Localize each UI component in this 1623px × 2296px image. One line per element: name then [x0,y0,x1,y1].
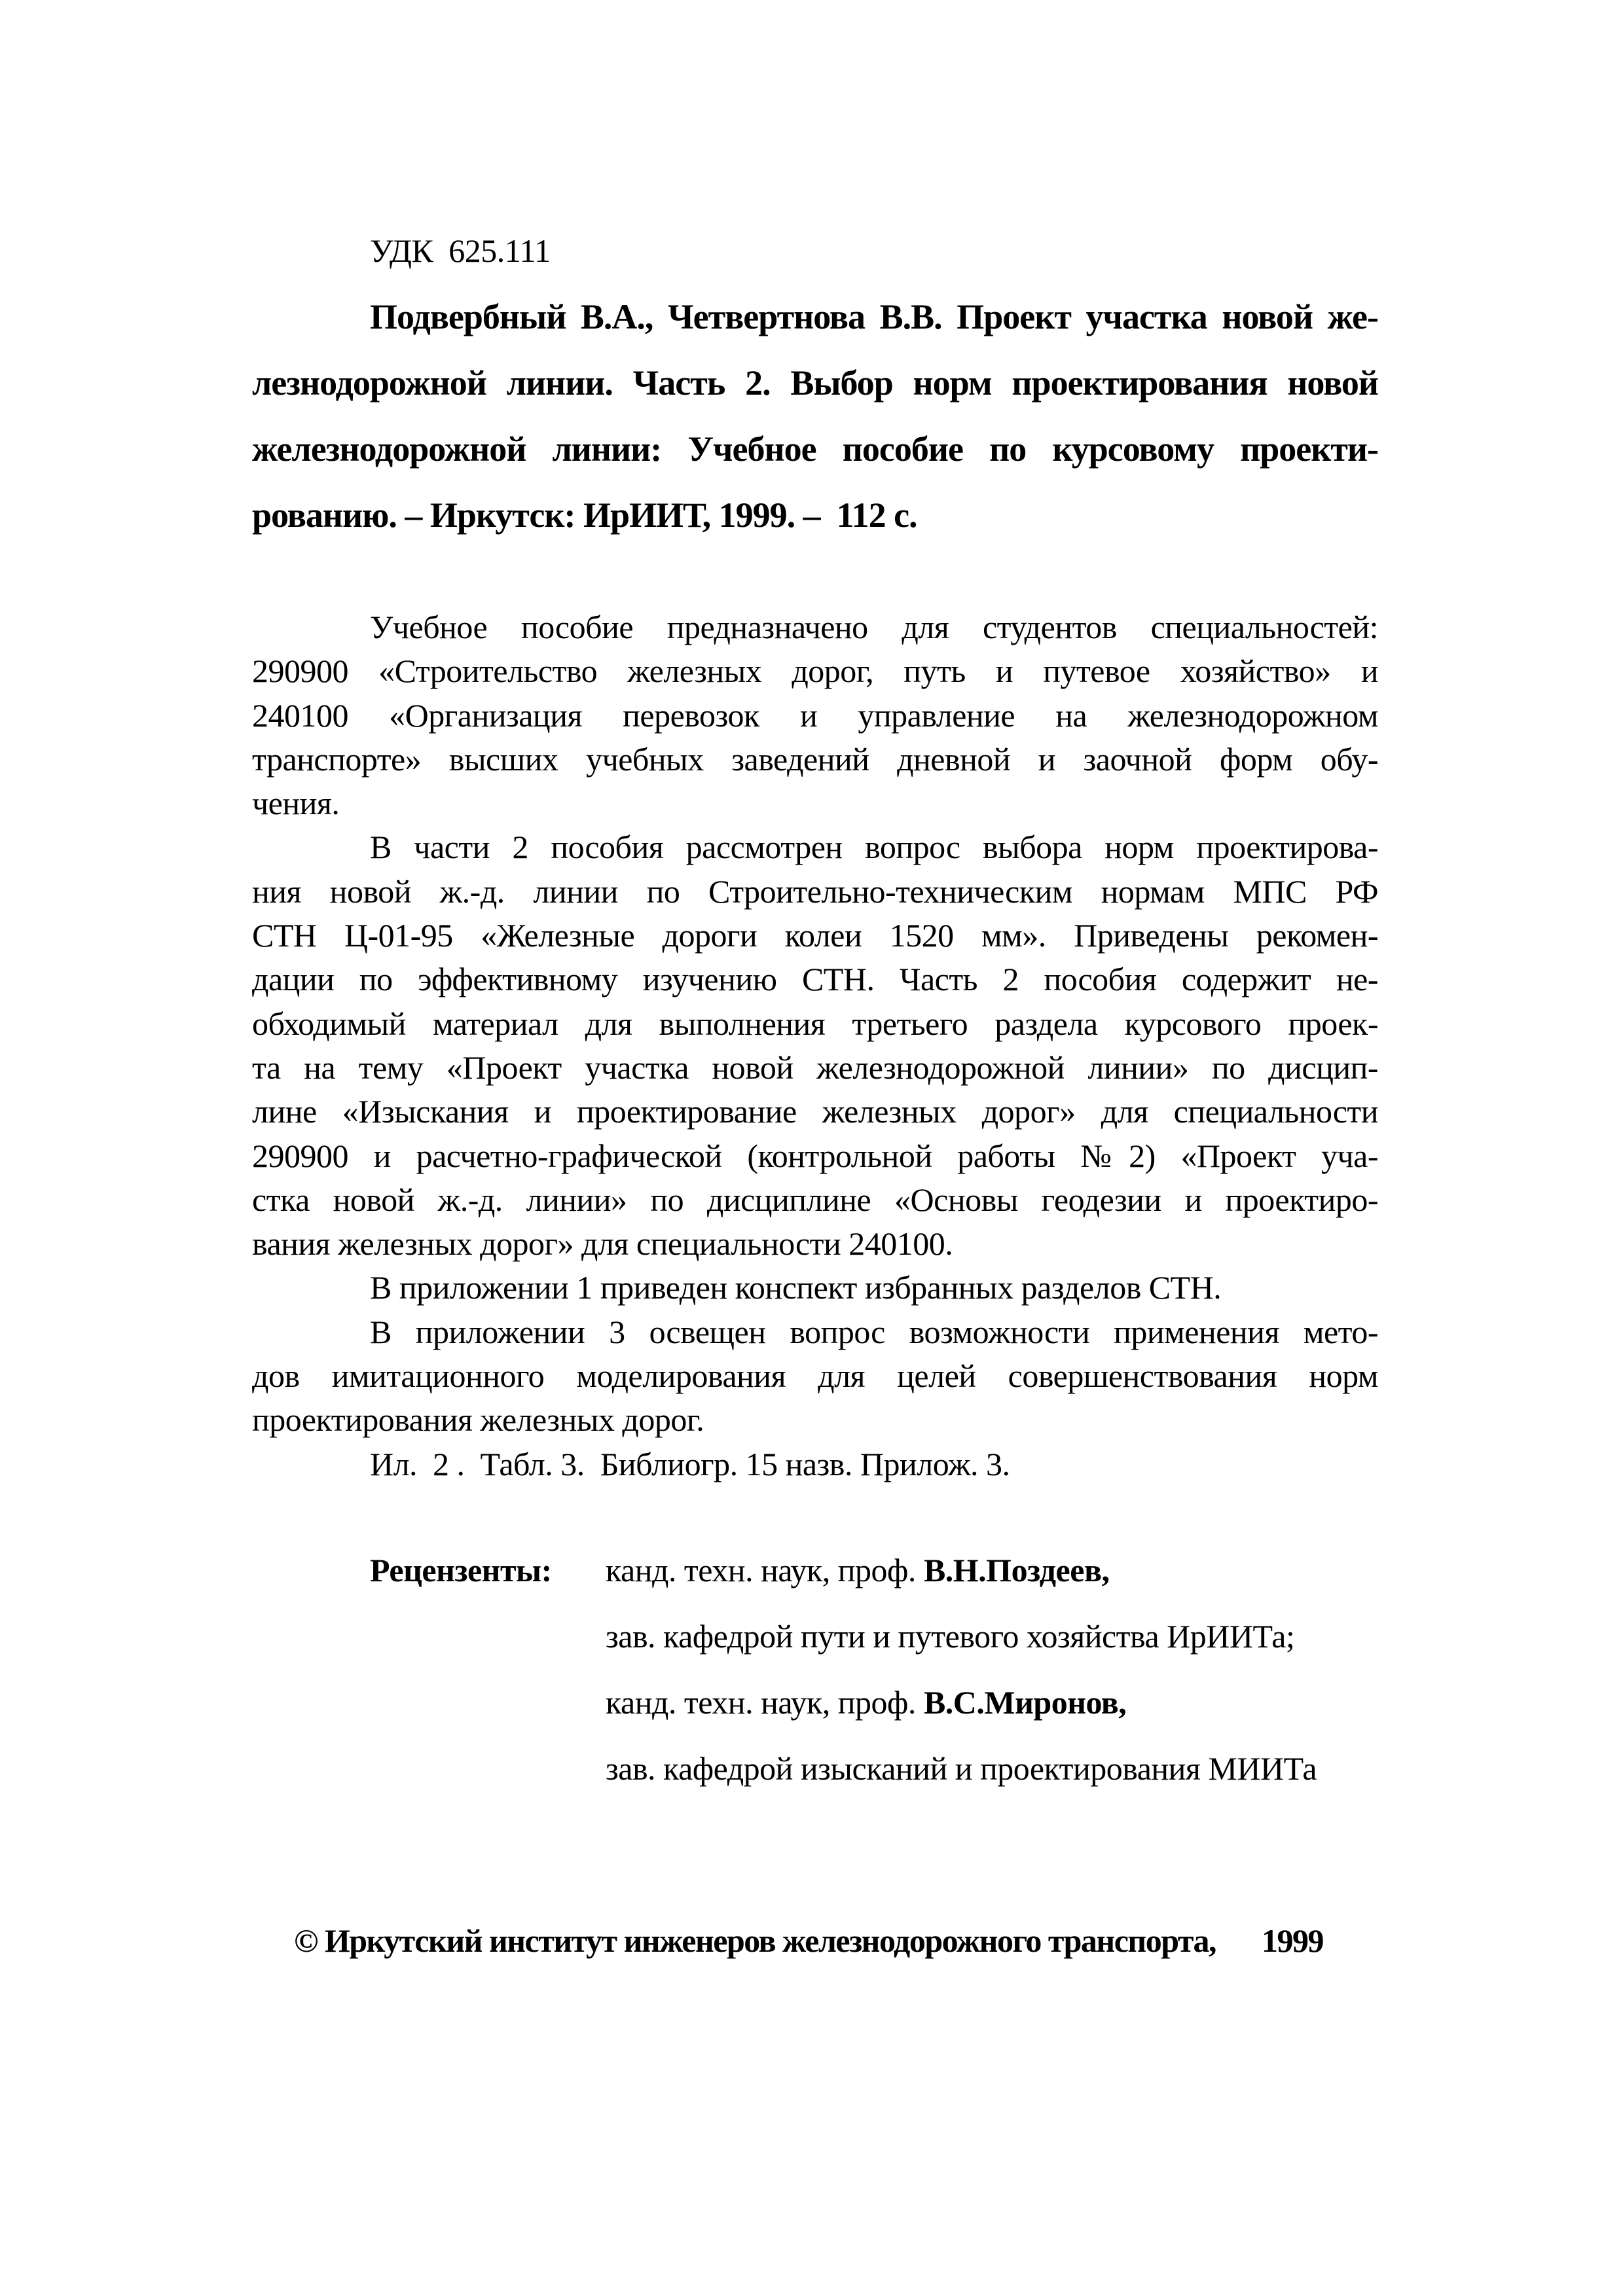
reviewer-row: зав. кафедрой пути и путевого хозяйства ИрИИТа; [606,1618,1295,1655]
annotation-line: дов имитационного моделирования для целей совершенствования норм [252,1357,1378,1395]
copyright-line [265,1875,1323,2007]
reviewer-name: В.Н.Поздеев, [923,1552,1110,1588]
title-line: железнодорожной линии: Учебное пособие по курсовому проекти- [252,429,1378,469]
reviewer-row [252,1670,1378,1736]
copyright-text: © Иркутский институт инженеров железнодорожного транспорта, [294,1922,1216,1959]
reviewers-section [252,1537,1378,1802]
reviewer-row: зав. кафедрой изысканий и проектирования МИИТа [606,1750,1317,1787]
annotation-text [252,605,1378,1486]
annotation-line: Учебное пособие предназначено для студентов специальностей: [370,609,1378,645]
annotation-line: та на тему «Проект участка новой железнодорожной линии» по дисцип- [252,1049,1378,1086]
annotation-line: В части 2 пособия рассмотрен вопрос выбора норм проектирова- [370,829,1378,866]
annotation-line: вания железных дорог» для специальности 240100. [252,1225,953,1263]
annotation-line: 290900 и расчетно-графической (контрольной работы №2) «Проект уча- [252,1137,1378,1174]
annotation-line: стка новой ж.-д. линии» по дисциплине «Основы геодезии и проектиро- [252,1181,1378,1218]
title-line: рованию. – Иркутск: ИрИИТ, 1999. – 112 с. [252,495,917,535]
annotation-line: 240100 «Организация перевозок и управление на железнодорожном [252,696,1378,734]
annotation-line: проектирования железных дорог. [252,1401,704,1439]
annotation-line: дации по эффективному изучению СТН. Часть 2 пособия содержит не- [252,961,1378,998]
annotation-line: В приложении 1 приведен конспект избранных разделов СТН. [370,1269,1222,1306]
reviewers-label: Рецензенты: [370,1552,552,1588]
title-line: Подвербный В.А., Четвертнова В.В. Проект участка новой же- [370,297,1378,336]
annotation-line: ния новой ж.-д. линии по Строительно-техническим нормам МПС РФ [252,872,1378,910]
reviewer-name: В.С.Миронов, [923,1684,1127,1721]
annotation-line: В приложении 3 освещен вопрос возможности применения мето- [370,1313,1378,1350]
annotation-line: лине «Изыскания и проектирование железных дорог» для специальности [252,1093,1378,1130]
copyright-year: 1999 [1262,1922,1324,1959]
statistics-line: Ил. 2 . Табл. 3. Библиогр. 15 назв. Прилож. 3. [370,1445,1010,1482]
udc-line: УДК 625.111 [370,232,551,269]
title-line: лезнодорожной линии. Часть 2. Выбор норм проектирования новой [252,363,1378,403]
reviewer-degree: канд. техн. наук, проф. [606,1684,924,1721]
bibliographic-title [252,284,1378,548]
annotation-line: транспорте» высших учебных заведений дневной и заочной форм обу- [252,740,1378,778]
annotation-line: обходимый материал для выполнения третьего раздела курсового проек- [252,1005,1378,1042]
annotation-line: 290900 «Строительство железных дорог, путь и путевое хозяйство» и [252,653,1378,690]
annotation-line: чения. [252,785,340,822]
reviewer-degree: канд. техн. наук, проф. [606,1552,924,1588]
annotation-line: СТН Ц-01-95 «Железные дороги колеи 1520 мм». Приведены рекомен- [252,917,1378,954]
